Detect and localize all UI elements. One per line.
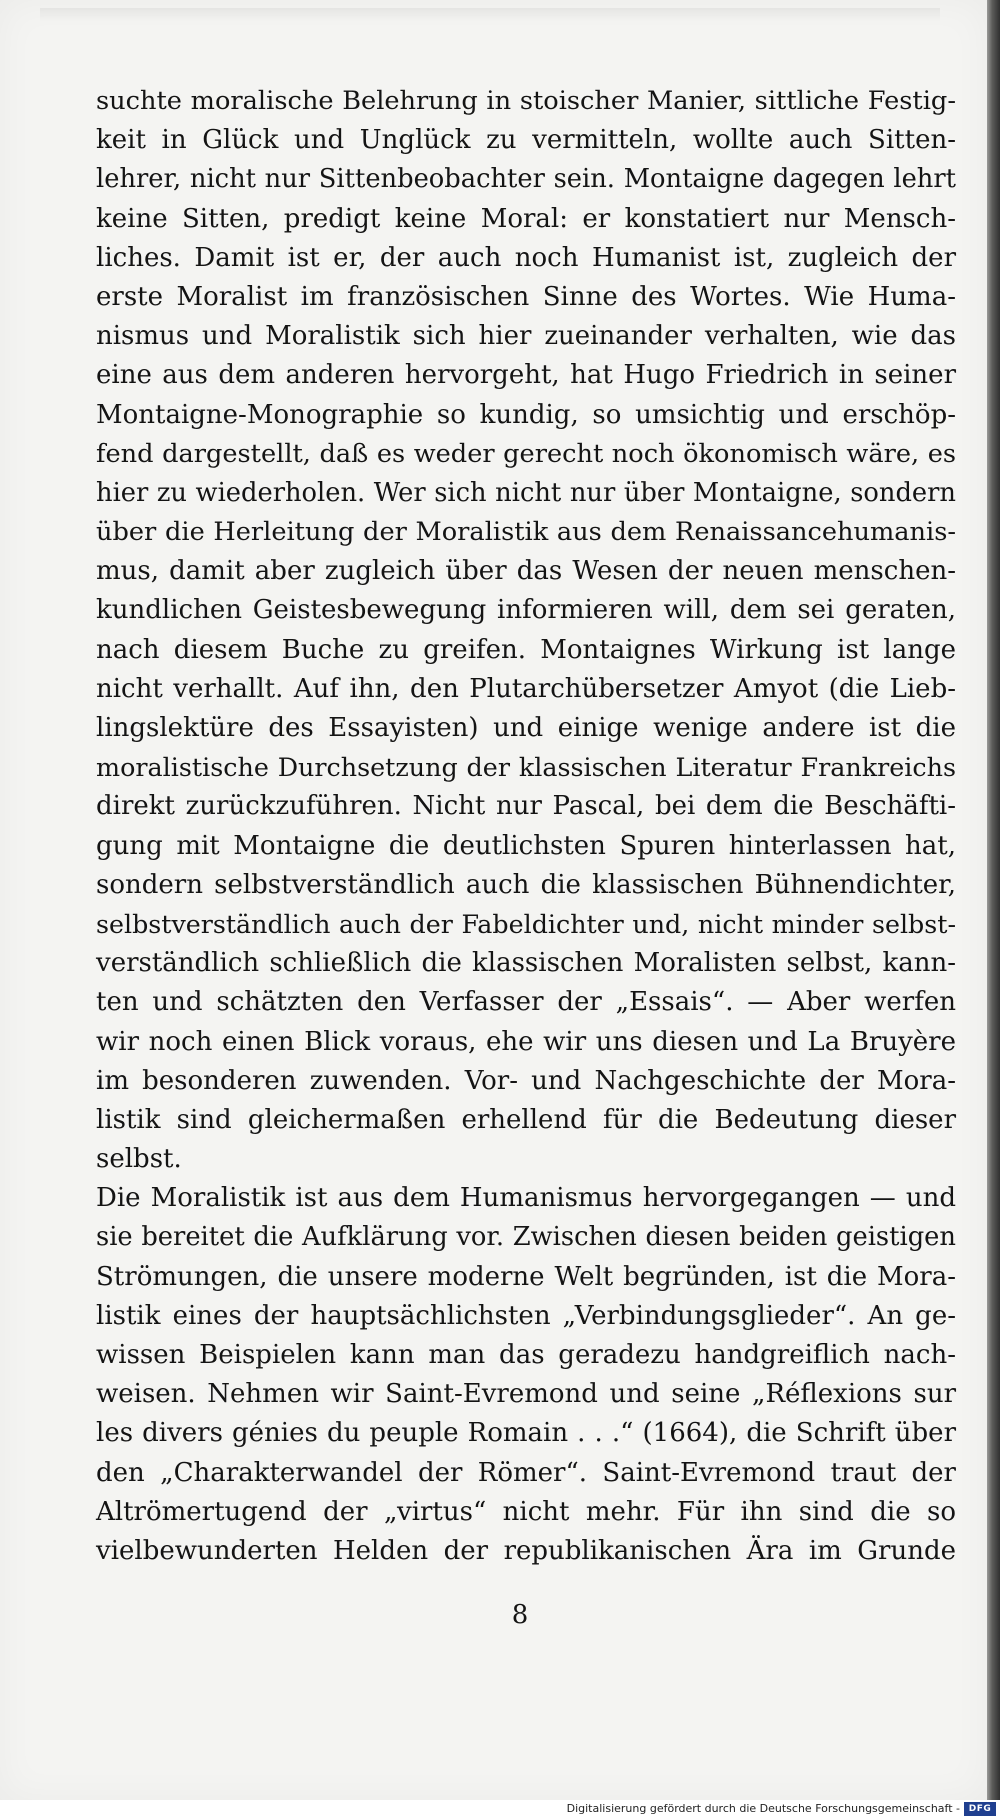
text-line: sondern selbstverständlich auch die klassischen Bühnendichter, [96,869,956,900]
text-line: im besonderen zuwenden. Vor- und Nachgeschichte der Mora- [96,1065,956,1096]
body-text [96,82,956,1571]
text-line: über die Herleitung der Moralistik aus dem Renaissancehumanis- [96,517,956,548]
text-line: ten und schätzten den Verfasser der „Essais“. — Aber werfen [96,987,956,1018]
text-line: wir noch einen Blick voraus, ehe wir uns diesen und La Bruyère [96,1026,956,1057]
text-line: fend dargestellt, daß es weder gerecht noch ökonomisch wäre, es [96,438,956,469]
text-line: weisen. Nehmen wir Saint-Evremond und seine „Réflexions sur [96,1379,956,1410]
page-edge-shadow [987,0,1000,1800]
text-line: vielbewunderten Helden der republikanischen Ära im Grunde [96,1535,956,1566]
text-line: suchte moralische Belehrung in stoischer Manier, sittliche Festig- [96,86,956,116]
text-line: direkt zurückzuführen. Nicht nur Pascal, bei dem die Beschäfti- [96,791,956,822]
text-line: nicht verhallt. Auf ihn, den Plutarchübersetzer Amyot (die Lieb- [96,673,956,704]
text-line: lingslektüre des Essayisten) und einige wenige andere ist die [96,713,956,743]
text-line: eine aus dem anderen hervorgeht, hat Hugo Friedrich in seiner [96,360,956,391]
text-line: keit in Glück und Unglück zu vermitteln, wollte auch Sitten- [96,125,956,156]
text-line: mus, damit aber zugleich über das Wesen der neuen menschen- [96,556,956,587]
text-line: selbstverständlich auch der Fabeldichter und, nicht minder selbst- [96,908,956,939]
text-line: liches. Damit ist er, der auch noch Humanist ist, zugleich der [96,242,956,273]
text-line: sie bereitet die Aufklärung vor. Zwischen diesen beiden geistigen [96,1222,956,1253]
text-line: erste Moralist im französischen Sinne des Wortes. Wie Huma- [96,281,956,312]
paragraph-end-line: selbst. [96,1144,182,1175]
text-line: den „Charakterwandel der Römer“. Saint-Evremond traut der [96,1457,956,1488]
text-line: nismus und Moralistik sich hier zueinander verhalten, wie das [96,321,956,352]
text-line: wissen Beispielen kann man das geradezu handgreiflich nach- [96,1340,956,1370]
paragraph-start-line: Die Moralistik ist aus dem Humanismus hervorgegangen — und [96,1183,956,1214]
text-line: kundlichen Geistesbewegung informieren will, dem sei geraten, [96,595,956,626]
text-line: verständlich schließlich die klassischen Moralisten selbst, kann- [96,948,956,979]
text-line: Strömungen, die unsere moderne Welt begründen, ist die Mora- [96,1261,956,1292]
dfg-logo: DFG [964,1802,996,1816]
text-line: Altrömertugend der „virtus“ nicht mehr. Für ihn sind die so [96,1496,956,1527]
text-line: lehrer, nicht nur Sittenbeobachter sein. Montaigne dagegen lehrt [96,164,956,195]
text-line: keine Sitten, predigt keine Moral: er konstatiert nur Mensch- [96,203,956,234]
text-line: listik eines der hauptsächlichsten „Verbindungsglieder“. An ge- [96,1300,956,1331]
text-line: hier zu wiederholen. Wer sich nicht nur über Montaigne, sondern [96,477,956,508]
funding-credit-text: Digitalisierung gefördert durch die Deutsche Forschungsgemeinschaft - [566,1802,960,1815]
page-number: 8 [511,1600,529,1630]
text-line: gung mit Montaigne die deutlichsten Spuren hinterlassen hat, [96,830,956,861]
text-line: nach diesem Buche zu greifen. Montaignes Wirkung ist lange [96,634,956,665]
page-top-shadow [40,8,940,22]
text-line: moralistische Durchsetzung der klassischen Literatur Frankreichs [96,752,956,783]
text-line: Montaigne-Monographie so kundig, so umsichtig und erschöp- [96,399,956,430]
text-line: les divers génies du peuple Romain . . .“ (1664), die Schrift über [96,1418,956,1449]
text-line: listik sind gleichermaßen erhellend für die Bedeutung dieser [96,1104,956,1135]
